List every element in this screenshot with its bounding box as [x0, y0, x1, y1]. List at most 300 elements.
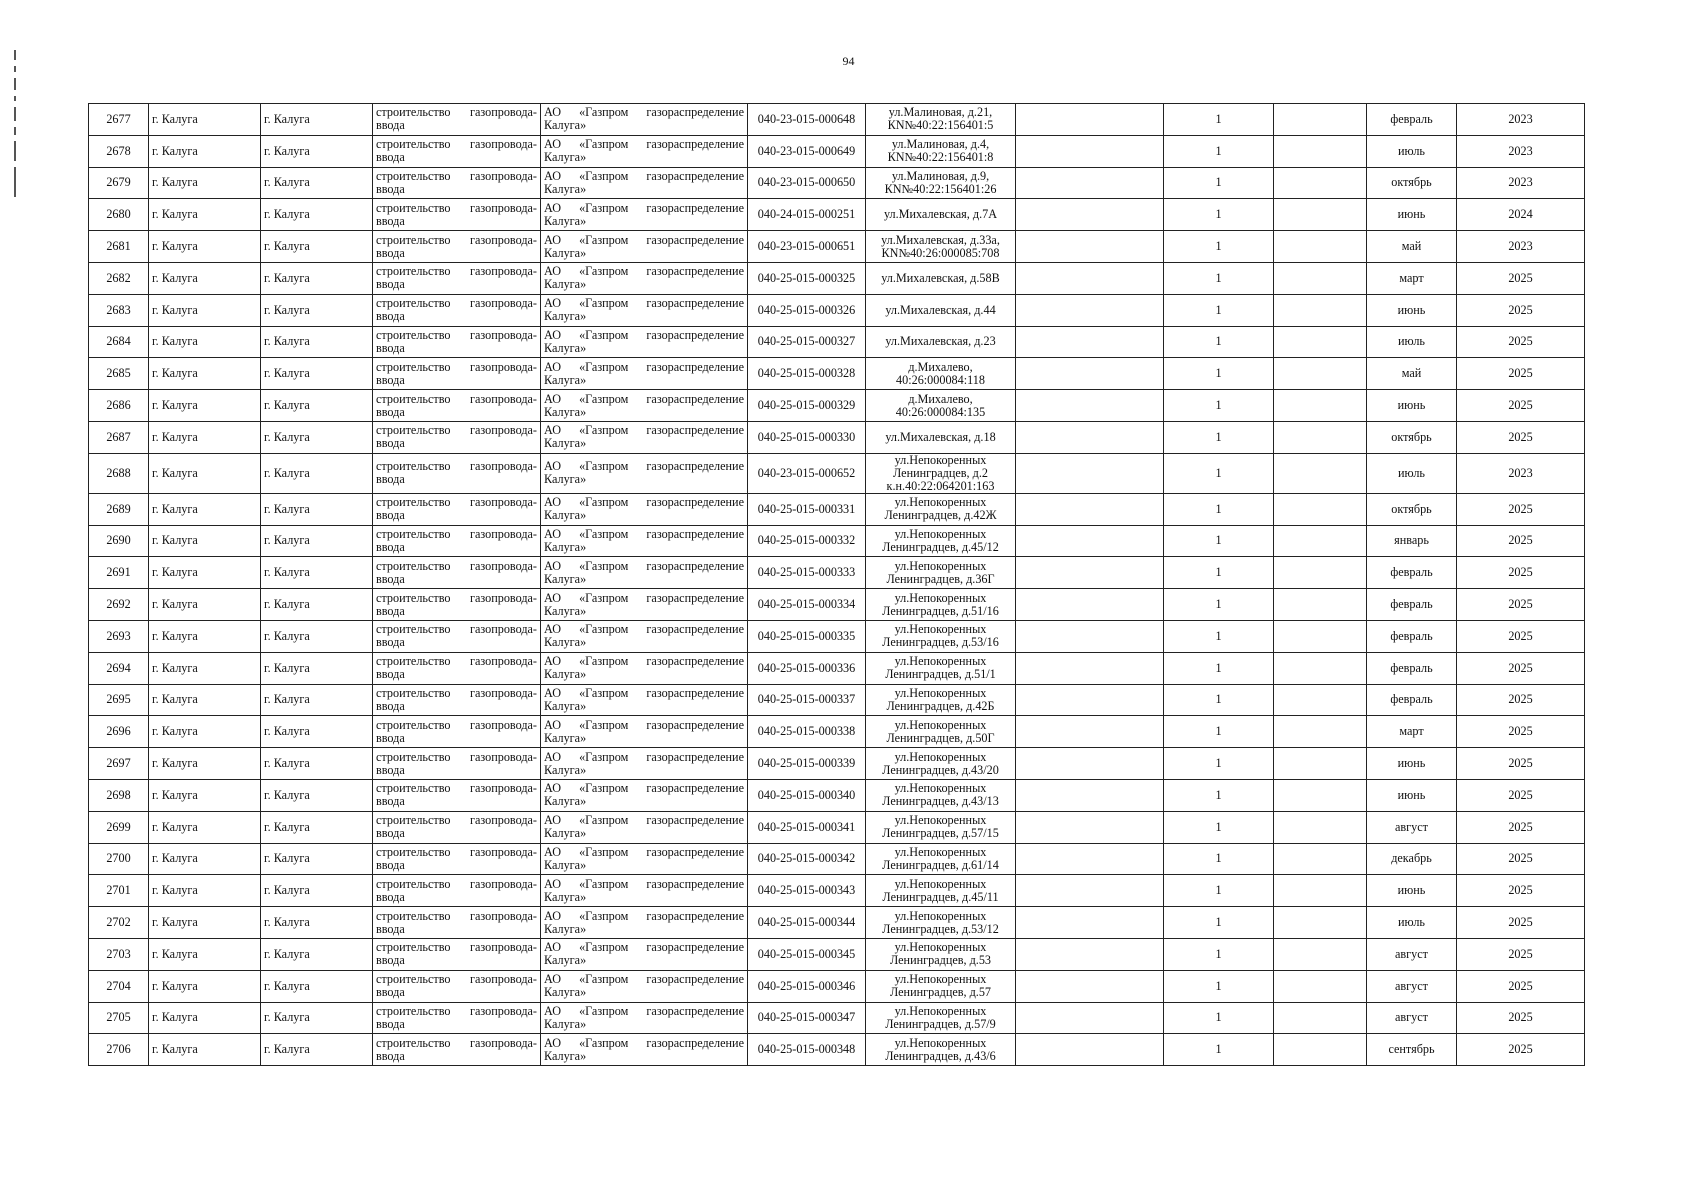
- table-row: [89, 557, 1585, 589]
- municipality-cell: г. Калуга: [149, 231, 261, 263]
- address-cell: ул.Непокоренных Ленинградцев, д.43/20: [866, 748, 1016, 780]
- completion-year-cell: 2025: [1457, 1034, 1585, 1066]
- address-cell: ул.Непокоренных Ленинградцев, д.50Г: [866, 716, 1016, 748]
- completion-year-cell: 2025: [1457, 358, 1585, 390]
- empty-cell-cell: [1274, 811, 1367, 843]
- settlement-cell: г. Калуга: [261, 294, 373, 326]
- completion-month-cell: август: [1367, 811, 1457, 843]
- municipality-cell: г. Калуга: [149, 262, 261, 294]
- work-type-cell: строительство газопровода-ввода: [373, 262, 541, 294]
- table-row: [89, 493, 1585, 525]
- organization-cell: АО «Газпром газораспределение Калуга»: [541, 557, 748, 589]
- quantity-cell: 1: [1164, 652, 1274, 684]
- gas-pipeline-registry-table: [88, 103, 1585, 1066]
- settlement-cell: г. Калуга: [261, 1034, 373, 1066]
- organization-cell: АО «Газпром газораспределение Калуга»: [541, 875, 748, 907]
- table-row: [89, 294, 1585, 326]
- address-cell: ул.Непокоренных Ленинградцев, д.57/9: [866, 1002, 1016, 1034]
- work-type-cell: строительство газопровода-ввода: [373, 358, 541, 390]
- completion-year-cell: 2025: [1457, 294, 1585, 326]
- work-type-cell: строительство газопровода-ввода: [373, 652, 541, 684]
- address-cell: ул.Непокоренных Ленинградцев, д.53/16: [866, 620, 1016, 652]
- organization-cell: АО «Газпром газораспределение Калуга»: [541, 167, 748, 199]
- row-number-cell: 2695: [89, 684, 149, 716]
- row-number-cell: 2689: [89, 493, 149, 525]
- empty-cell-cell: [1016, 525, 1164, 557]
- address-cell: ул.Непокоренных Ленинградцев, д.2 к.н.40:22:064201:163: [866, 453, 1016, 493]
- settlement-cell: г. Калуга: [261, 970, 373, 1002]
- completion-year-cell: 2025: [1457, 684, 1585, 716]
- table-row: [89, 652, 1585, 684]
- table-row: [89, 779, 1585, 811]
- municipality-cell: г. Калуга: [149, 1034, 261, 1066]
- address-cell: ул.Михалевская, д.44: [866, 294, 1016, 326]
- row-number-cell: 2699: [89, 811, 149, 843]
- municipality-cell: г. Калуга: [149, 620, 261, 652]
- empty-cell-cell: [1274, 390, 1367, 422]
- settlement-cell: г. Калуга: [261, 589, 373, 621]
- completion-month-cell: февраль: [1367, 589, 1457, 621]
- empty-cell-cell: [1016, 589, 1164, 621]
- table-row: [89, 262, 1585, 294]
- table-row: [89, 907, 1585, 939]
- work-type-cell: строительство газопровода-ввода: [373, 716, 541, 748]
- organization-cell: АО «Газпром газораспределение Калуга»: [541, 938, 748, 970]
- empty-cell-cell: [1274, 104, 1367, 136]
- completion-month-cell: февраль: [1367, 557, 1457, 589]
- quantity-cell: 1: [1164, 390, 1274, 422]
- empty-cell-cell: [1016, 620, 1164, 652]
- project-code-cell: 040-25-015-000330: [748, 421, 866, 453]
- completion-year-cell: 2025: [1457, 421, 1585, 453]
- empty-cell-cell: [1016, 875, 1164, 907]
- work-type-cell: строительство газопровода-ввода: [373, 525, 541, 557]
- municipality-cell: г. Калуга: [149, 294, 261, 326]
- work-type-cell: строительство газопровода-ввода: [373, 1002, 541, 1034]
- quantity-cell: 1: [1164, 358, 1274, 390]
- row-number-cell: 2677: [89, 104, 149, 136]
- completion-year-cell: 2023: [1457, 167, 1585, 199]
- municipality-cell: г. Калуга: [149, 748, 261, 780]
- quantity-cell: 1: [1164, 104, 1274, 136]
- organization-cell: АО «Газпром газораспределение Калуга»: [541, 262, 748, 294]
- municipality-cell: г. Калуга: [149, 938, 261, 970]
- table-body: [89, 104, 1585, 1066]
- empty-cell-cell: [1274, 716, 1367, 748]
- row-number-cell: 2694: [89, 652, 149, 684]
- completion-year-cell: 2025: [1457, 907, 1585, 939]
- table-row: [89, 135, 1585, 167]
- project-code-cell: 040-25-015-000341: [748, 811, 866, 843]
- organization-cell: АО «Газпром газораспределение Калуга»: [541, 811, 748, 843]
- completion-month-cell: июль: [1367, 326, 1457, 358]
- empty-cell-cell: [1016, 811, 1164, 843]
- settlement-cell: г. Калуга: [261, 167, 373, 199]
- project-code-cell: 040-25-015-000347: [748, 1002, 866, 1034]
- address-cell: ул.Малиновая, д.9, КN№40:22:156401:26: [866, 167, 1016, 199]
- empty-cell-cell: [1274, 421, 1367, 453]
- row-number-cell: 2706: [89, 1034, 149, 1066]
- quantity-cell: 1: [1164, 716, 1274, 748]
- organization-cell: АО «Газпром газораспределение Калуга»: [541, 1002, 748, 1034]
- completion-month-cell: февраль: [1367, 620, 1457, 652]
- address-cell: д.Михалево, 40:26:000084:135: [866, 390, 1016, 422]
- quantity-cell: 1: [1164, 589, 1274, 621]
- settlement-cell: г. Калуга: [261, 231, 373, 263]
- organization-cell: АО «Газпром газораспределение Калуга»: [541, 589, 748, 621]
- project-code-cell: 040-25-015-000332: [748, 525, 866, 557]
- completion-year-cell: 2025: [1457, 262, 1585, 294]
- completion-month-cell: август: [1367, 1002, 1457, 1034]
- address-cell: ул.Непокоренных Ленинградцев, д.57/15: [866, 811, 1016, 843]
- project-code-cell: 040-25-015-000334: [748, 589, 866, 621]
- row-number-cell: 2682: [89, 262, 149, 294]
- project-code-cell: 040-25-015-000325: [748, 262, 866, 294]
- table-row: [89, 684, 1585, 716]
- row-number-cell: 2685: [89, 358, 149, 390]
- organization-cell: АО «Газпром газораспределение Калуга»: [541, 970, 748, 1002]
- work-type-cell: строительство газопровода-ввода: [373, 199, 541, 231]
- work-type-cell: строительство газопровода-ввода: [373, 938, 541, 970]
- project-code-cell: 040-25-015-000348: [748, 1034, 866, 1066]
- row-number-cell: 2679: [89, 167, 149, 199]
- empty-cell-cell: [1016, 104, 1164, 136]
- completion-year-cell: 2025: [1457, 326, 1585, 358]
- row-number-cell: 2701: [89, 875, 149, 907]
- table-row: [89, 843, 1585, 875]
- row-number-cell: 2686: [89, 390, 149, 422]
- completion-month-cell: январь: [1367, 525, 1457, 557]
- address-cell: ул.Непокоренных Ленинградцев, д.36Г: [866, 557, 1016, 589]
- organization-cell: АО «Газпром газораспределение Калуга»: [541, 779, 748, 811]
- municipality-cell: г. Калуга: [149, 875, 261, 907]
- quantity-cell: 1: [1164, 779, 1274, 811]
- work-type-cell: строительство газопровода-ввода: [373, 811, 541, 843]
- municipality-cell: г. Калуга: [149, 684, 261, 716]
- work-type-cell: строительство газопровода-ввода: [373, 294, 541, 326]
- settlement-cell: г. Калуга: [261, 135, 373, 167]
- organization-cell: АО «Газпром газораспределение Калуга»: [541, 684, 748, 716]
- completion-year-cell: 2025: [1457, 716, 1585, 748]
- address-cell: ул.Непокоренных Ленинградцев, д.57: [866, 970, 1016, 1002]
- empty-cell-cell: [1016, 453, 1164, 493]
- empty-cell-cell: [1274, 493, 1367, 525]
- address-cell: ул.Михалевская, д.7А: [866, 199, 1016, 231]
- table-row: [89, 938, 1585, 970]
- empty-cell-cell: [1016, 938, 1164, 970]
- project-code-cell: 040-23-015-000649: [748, 135, 866, 167]
- settlement-cell: г. Калуга: [261, 358, 373, 390]
- completion-month-cell: октябрь: [1367, 493, 1457, 525]
- row-number-cell: 2691: [89, 557, 149, 589]
- completion-month-cell: июнь: [1367, 199, 1457, 231]
- organization-cell: АО «Газпром газораспределение Калуга»: [541, 231, 748, 263]
- settlement-cell: г. Калуга: [261, 779, 373, 811]
- work-type-cell: строительство газопровода-ввода: [373, 1034, 541, 1066]
- work-type-cell: строительство газопровода-ввода: [373, 104, 541, 136]
- table-row: [89, 589, 1585, 621]
- work-type-cell: строительство газопровода-ввода: [373, 907, 541, 939]
- table-row: [89, 748, 1585, 780]
- work-type-cell: строительство газопровода-ввода: [373, 970, 541, 1002]
- empty-cell-cell: [1274, 620, 1367, 652]
- organization-cell: АО «Газпром газораспределение Калуга»: [541, 493, 748, 525]
- quantity-cell: 1: [1164, 748, 1274, 780]
- address-cell: ул.Непокоренных Ленинградцев, д.53: [866, 938, 1016, 970]
- quantity-cell: 1: [1164, 907, 1274, 939]
- completion-month-cell: октябрь: [1367, 421, 1457, 453]
- completion-month-cell: сентябрь: [1367, 1034, 1457, 1066]
- settlement-cell: г. Калуга: [261, 1002, 373, 1034]
- empty-cell-cell: [1016, 843, 1164, 875]
- row-number-cell: 2703: [89, 938, 149, 970]
- empty-cell-cell: [1274, 453, 1367, 493]
- settlement-cell: г. Калуга: [261, 326, 373, 358]
- empty-cell-cell: [1016, 716, 1164, 748]
- work-type-cell: строительство газопровода-ввода: [373, 620, 541, 652]
- row-number-cell: 2690: [89, 525, 149, 557]
- project-code-cell: 040-25-015-000337: [748, 684, 866, 716]
- table-row: [89, 326, 1585, 358]
- work-type-cell: строительство газопровода-ввода: [373, 748, 541, 780]
- municipality-cell: г. Калуга: [149, 421, 261, 453]
- settlement-cell: г. Калуга: [261, 620, 373, 652]
- organization-cell: АО «Газпром газораспределение Калуга»: [541, 294, 748, 326]
- quantity-cell: 1: [1164, 326, 1274, 358]
- completion-year-cell: 2025: [1457, 811, 1585, 843]
- quantity-cell: 1: [1164, 875, 1274, 907]
- municipality-cell: г. Калуга: [149, 199, 261, 231]
- empty-cell-cell: [1274, 779, 1367, 811]
- work-type-cell: строительство газопровода-ввода: [373, 326, 541, 358]
- project-code-cell: 040-25-015-000342: [748, 843, 866, 875]
- quantity-cell: 1: [1164, 1034, 1274, 1066]
- address-cell: ул.Непокоренных Ленинградцев, д.43/13: [866, 779, 1016, 811]
- empty-cell-cell: [1016, 167, 1164, 199]
- quantity-cell: 1: [1164, 167, 1274, 199]
- completion-month-cell: август: [1367, 970, 1457, 1002]
- completion-year-cell: 2025: [1457, 1002, 1585, 1034]
- settlement-cell: г. Калуга: [261, 907, 373, 939]
- project-code-cell: 040-25-015-000331: [748, 493, 866, 525]
- work-type-cell: строительство газопровода-ввода: [373, 231, 541, 263]
- empty-cell-cell: [1016, 231, 1164, 263]
- municipality-cell: г. Калуга: [149, 716, 261, 748]
- address-cell: ул.Непокоренных Ленинградцев, д.53/12: [866, 907, 1016, 939]
- row-number-cell: 2693: [89, 620, 149, 652]
- address-cell: д.Михалево, 40:26:000084:118: [866, 358, 1016, 390]
- completion-year-cell: 2025: [1457, 779, 1585, 811]
- work-type-cell: строительство газопровода-ввода: [373, 843, 541, 875]
- address-cell: ул.Михалевская, д.58В: [866, 262, 1016, 294]
- project-code-cell: 040-25-015-000336: [748, 652, 866, 684]
- quantity-cell: 1: [1164, 1002, 1274, 1034]
- completion-month-cell: июнь: [1367, 779, 1457, 811]
- work-type-cell: строительство газопровода-ввода: [373, 167, 541, 199]
- empty-cell-cell: [1274, 326, 1367, 358]
- empty-cell-cell: [1016, 135, 1164, 167]
- project-code-cell: 040-25-015-000333: [748, 557, 866, 589]
- empty-cell-cell: [1016, 652, 1164, 684]
- completion-year-cell: 2024: [1457, 199, 1585, 231]
- row-number-cell: 2684: [89, 326, 149, 358]
- organization-cell: АО «Газпром газораспределение Калуга»: [541, 1034, 748, 1066]
- organization-cell: АО «Газпром газораспределение Калуга»: [541, 390, 748, 422]
- empty-cell-cell: [1016, 421, 1164, 453]
- empty-cell-cell: [1016, 1002, 1164, 1034]
- completion-year-cell: 2025: [1457, 557, 1585, 589]
- empty-cell-cell: [1274, 875, 1367, 907]
- settlement-cell: г. Калуга: [261, 748, 373, 780]
- organization-cell: АО «Газпром газораспределение Калуга»: [541, 135, 748, 167]
- address-cell: ул.Непокоренных Ленинградцев, д.51/1: [866, 652, 1016, 684]
- project-code-cell: 040-25-015-000346: [748, 970, 866, 1002]
- row-number-cell: 2683: [89, 294, 149, 326]
- row-number-cell: 2705: [89, 1002, 149, 1034]
- work-type-cell: строительство газопровода-ввода: [373, 493, 541, 525]
- row-number-cell: 2700: [89, 843, 149, 875]
- table-row: [89, 970, 1585, 1002]
- table-row: [89, 1034, 1585, 1066]
- project-code-cell: 040-25-015-000338: [748, 716, 866, 748]
- table-row: [89, 525, 1585, 557]
- empty-cell-cell: [1274, 525, 1367, 557]
- completion-month-cell: июнь: [1367, 748, 1457, 780]
- quantity-cell: 1: [1164, 294, 1274, 326]
- settlement-cell: г. Калуга: [261, 493, 373, 525]
- table-row: [89, 620, 1585, 652]
- table-row: [89, 390, 1585, 422]
- empty-cell-cell: [1274, 748, 1367, 780]
- quantity-cell: 1: [1164, 970, 1274, 1002]
- municipality-cell: г. Калуга: [149, 135, 261, 167]
- completion-year-cell: 2025: [1457, 938, 1585, 970]
- municipality-cell: г. Калуга: [149, 525, 261, 557]
- row-number-cell: 2692: [89, 589, 149, 621]
- settlement-cell: г. Калуга: [261, 684, 373, 716]
- completion-year-cell: 2025: [1457, 748, 1585, 780]
- empty-cell-cell: [1016, 199, 1164, 231]
- row-number-cell: 2680: [89, 199, 149, 231]
- empty-cell-cell: [1274, 167, 1367, 199]
- completion-month-cell: март: [1367, 716, 1457, 748]
- municipality-cell: г. Калуга: [149, 167, 261, 199]
- work-type-cell: строительство газопровода-ввода: [373, 390, 541, 422]
- empty-cell-cell: [1274, 843, 1367, 875]
- municipality-cell: г. Калуга: [149, 1002, 261, 1034]
- municipality-cell: г. Калуга: [149, 358, 261, 390]
- work-type-cell: строительство газопровода-ввода: [373, 684, 541, 716]
- organization-cell: АО «Газпром газораспределение Калуга»: [541, 652, 748, 684]
- municipality-cell: г. Калуга: [149, 652, 261, 684]
- municipality-cell: г. Калуга: [149, 453, 261, 493]
- address-cell: ул.Непокоренных Ленинградцев, д.42Б: [866, 684, 1016, 716]
- project-code-cell: 040-25-015-000335: [748, 620, 866, 652]
- settlement-cell: г. Калуга: [261, 652, 373, 684]
- organization-cell: АО «Газпром газораспределение Калуга»: [541, 326, 748, 358]
- row-number-cell: 2704: [89, 970, 149, 1002]
- empty-cell-cell: [1016, 748, 1164, 780]
- quantity-cell: 1: [1164, 231, 1274, 263]
- organization-cell: АО «Газпром газораспределение Калуга»: [541, 453, 748, 493]
- completion-year-cell: 2023: [1457, 135, 1585, 167]
- row-number-cell: 2688: [89, 453, 149, 493]
- address-cell: ул.Михалевская, д.23: [866, 326, 1016, 358]
- municipality-cell: г. Калуга: [149, 493, 261, 525]
- completion-year-cell: 2023: [1457, 231, 1585, 263]
- project-code-cell: 040-23-015-000652: [748, 453, 866, 493]
- row-number-cell: 2678: [89, 135, 149, 167]
- settlement-cell: г. Калуга: [261, 875, 373, 907]
- settlement-cell: г. Калуга: [261, 557, 373, 589]
- work-type-cell: строительство газопровода-ввода: [373, 135, 541, 167]
- project-code-cell: 040-25-015-000327: [748, 326, 866, 358]
- work-type-cell: строительство газопровода-ввода: [373, 875, 541, 907]
- organization-cell: АО «Газпром газораспределение Калуга»: [541, 716, 748, 748]
- settlement-cell: г. Калуга: [261, 390, 373, 422]
- municipality-cell: г. Калуга: [149, 843, 261, 875]
- address-cell: ул.Непокоренных Ленинградцев, д.61/14: [866, 843, 1016, 875]
- municipality-cell: г. Калуга: [149, 907, 261, 939]
- completion-year-cell: 2025: [1457, 589, 1585, 621]
- address-cell: ул.Малиновая, д.4, КN№40:22:156401:8: [866, 135, 1016, 167]
- quantity-cell: 1: [1164, 811, 1274, 843]
- address-cell: ул.Непокоренных Ленинградцев, д.45/12: [866, 525, 1016, 557]
- empty-cell-cell: [1274, 907, 1367, 939]
- municipality-cell: г. Калуга: [149, 589, 261, 621]
- table-row: [89, 1002, 1585, 1034]
- table-row: [89, 453, 1585, 493]
- settlement-cell: г. Калуга: [261, 811, 373, 843]
- address-cell: ул.Непокоренных Ленинградцев, д.51/16: [866, 589, 1016, 621]
- empty-cell-cell: [1274, 135, 1367, 167]
- row-number-cell: 2697: [89, 748, 149, 780]
- completion-month-cell: февраль: [1367, 652, 1457, 684]
- settlement-cell: г. Калуга: [261, 716, 373, 748]
- empty-cell-cell: [1016, 326, 1164, 358]
- empty-cell-cell: [1016, 907, 1164, 939]
- quantity-cell: 1: [1164, 557, 1274, 589]
- empty-cell-cell: [1274, 294, 1367, 326]
- completion-year-cell: 2025: [1457, 620, 1585, 652]
- quantity-cell: 1: [1164, 493, 1274, 525]
- table-row: [89, 421, 1585, 453]
- organization-cell: АО «Газпром газораспределение Калуга»: [541, 358, 748, 390]
- quantity-cell: 1: [1164, 620, 1274, 652]
- row-number-cell: 2702: [89, 907, 149, 939]
- empty-cell-cell: [1274, 684, 1367, 716]
- table-row: [89, 716, 1585, 748]
- settlement-cell: г. Калуга: [261, 938, 373, 970]
- table-row: [89, 231, 1585, 263]
- empty-cell-cell: [1016, 493, 1164, 525]
- row-number-cell: 2698: [89, 779, 149, 811]
- completion-year-cell: 2025: [1457, 843, 1585, 875]
- project-code-cell: 040-25-015-000343: [748, 875, 866, 907]
- empty-cell-cell: [1016, 779, 1164, 811]
- organization-cell: АО «Газпром газораспределение Калуга»: [541, 620, 748, 652]
- address-cell: ул.Непокоренных Ленинградцев, д.43/6: [866, 1034, 1016, 1066]
- settlement-cell: г. Калуга: [261, 843, 373, 875]
- table-row: [89, 104, 1585, 136]
- empty-cell-cell: [1274, 652, 1367, 684]
- project-code-cell: 040-23-015-000650: [748, 167, 866, 199]
- empty-cell-cell: [1274, 1002, 1367, 1034]
- completion-month-cell: июнь: [1367, 875, 1457, 907]
- empty-cell-cell: [1274, 231, 1367, 263]
- empty-cell-cell: [1274, 970, 1367, 1002]
- address-cell: ул.Непокоренных Ленинградцев, д.42Ж: [866, 493, 1016, 525]
